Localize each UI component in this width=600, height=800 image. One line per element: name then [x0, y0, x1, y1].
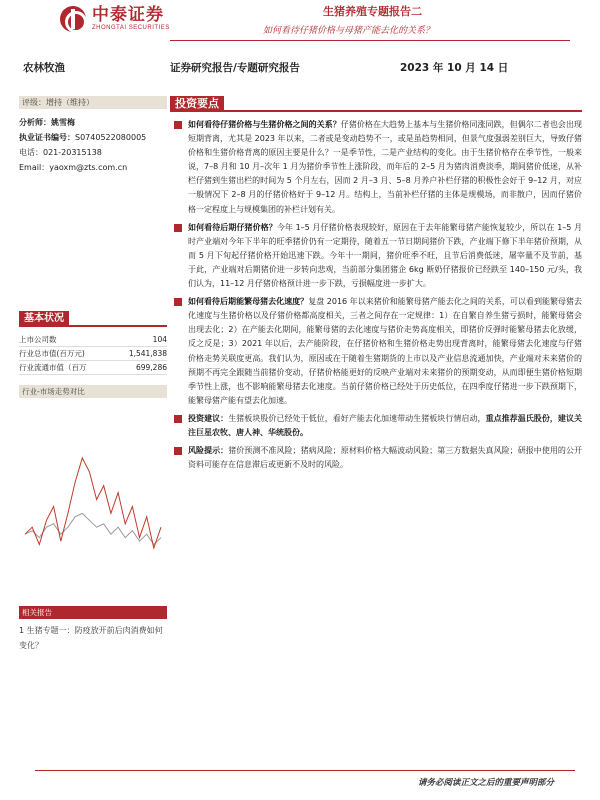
- stat-label: 行业总市值(百万元): [19, 349, 85, 358]
- related-reports-heading: 相关报告: [19, 606, 167, 619]
- paragraph-lead: 投资建议：: [188, 413, 229, 423]
- stat-label: 上市公司数: [19, 335, 57, 344]
- logo-emblem-icon: [60, 6, 86, 32]
- bullet-square-icon: [174, 447, 182, 455]
- trend-chart-svg: [19, 398, 167, 598]
- trend-series-line: [25, 513, 161, 544]
- stat-value: 104: [152, 335, 167, 344]
- heading-rule: [170, 110, 582, 112]
- bullet-square-icon: [174, 224, 182, 232]
- highlight-paragraph: [170, 118, 582, 217]
- header-divider: [170, 40, 570, 41]
- email-link[interactable]: yaoxm@zts.com.cn: [49, 163, 128, 172]
- report-date: 2023 年 10 月 14 日: [400, 62, 509, 74]
- stat-label: 行业流通市值（百万: [19, 363, 87, 372]
- paragraph-body: 猪价预测不准风险；猪病风险；原材料价格大幅波动风险；第三方数据失真风险；研报中使用的公开资料可能存在信息滞后或更新不及时的风险。: [188, 446, 583, 470]
- bullet-square-icon: [174, 298, 182, 306]
- company-logo: [60, 6, 170, 32]
- stat-row: [19, 333, 167, 347]
- phone-value: 021-20315138: [43, 148, 102, 157]
- chart-heading: 行业-市场走势对比: [19, 385, 167, 398]
- paragraph-body: 仔猪价格在大趋势上基本与生猪价格同涨同跌，但偶尔二者也会出现短期背离，尤其是 2023 年以来，二者或是变动趋势不一，或是虽趋势相同，但景气度强弱差别巨大，导致仔猪价格和生猪价格背离的原因主要是什么？一是季节性，二是产业结构的变化。由于生猪价格存在季节性，一般来说，7–8 月和 10 月–次年 1 月为猪价季节性上涨阶段，而年后的 2–5 月为猪肉消费淡季，期间猪价低迷，从补栏仔猪到生猪出栏的时间为 5 个月左右，因而 2 月–3 月、5–8 月养户补栏仔猪的积极性会好于 9–12 月，对应一般情况下 2–8 月的仔猪价格好于 9–12 月。结构上，当前补栏仔猪的主体是规模场，而非散户，因而仔猪价格一定程度上与规模集团的补栏计划有关。: [188, 120, 583, 214]
- stat-value: 1,541,838: [128, 349, 167, 358]
- stat-row: [19, 361, 167, 375]
- stat-value: 699,286: [135, 363, 167, 372]
- paragraph-lead: 如何看待后期能繁母猪去化速度？: [188, 297, 309, 307]
- cert-label: 执业证书编号：: [19, 133, 75, 142]
- investment-highlights-title: 投资要点: [170, 96, 224, 112]
- cert-row: [19, 130, 167, 145]
- analyst-name: 姚雪梅: [51, 118, 75, 127]
- phone-row: [19, 145, 167, 160]
- basic-info-heading: [19, 311, 167, 327]
- email-label: Email：: [19, 163, 50, 172]
- report-series-title: 生猪养殖专题报告二: [323, 5, 422, 18]
- report-subtitle: 如何看待仔猪价格与母猪产能去化的关系？: [263, 26, 435, 36]
- industry-category: 农林牧渔: [23, 62, 65, 74]
- sidebar: [19, 96, 167, 653]
- highlight-paragraph: [170, 221, 582, 291]
- main-content: [170, 96, 582, 472]
- highlight-paragraph: [170, 295, 582, 408]
- logo-name-en: ZHONGTAI SECURITIES: [92, 25, 170, 31]
- bullet-square-icon: [174, 415, 182, 423]
- analyst-label: 分析师：: [19, 118, 51, 127]
- analyst-row: [19, 115, 167, 130]
- footer-divider: [35, 770, 575, 771]
- stat-row: [19, 347, 167, 361]
- paragraph-body: 复盘 2016 年以来猪价和能繁母猪产能去化之间的关系，可以看到能繁母猪去化速度与生猪价格以及仔猪价格都高度相关，三者之间存在一定规律：1）在自繁自养生猪亏损时，能繁母猪会出现去化；2）在产能去化期间，能繁母猪的去化速度与猪价走势高度相关，即猪价反弹时能繁母猪去化放缓，反之反是；3）2021 年以后，去产能阶段，在仔猪价格和生猪价格走势出现背离时，能繁母猪去化速度与仔猪价格走势关联度更高。我们认为，原因或在于随着生猪期货的上市以及产业信息流通加快，产业端对未来猪价的预期不再完全跟随当前猪价变动，仔猪价格能更好的反映产业端对未来猪价的预期变动，从而即便生猪价格短期季节性上涨，也不影响能繁母猪去化速度。当前仔猪价格已经处于历史低位，在四季度仔猪进一步下跌预期下，能繁母猪产能有望去化加速。: [188, 297, 583, 405]
- logo-text: [92, 6, 170, 32]
- industry-market-chart: [19, 398, 167, 598]
- basic-info-title: 基本状况: [19, 311, 69, 327]
- paragraph-emphasis: 重点推荐温氏股份，建议关注巨星农牧、唐人神、华统股份。: [188, 413, 583, 437]
- logo-name-cn: 中泰证券: [92, 5, 164, 25]
- trend-series-line: [25, 458, 161, 548]
- paragraph-body: 今年 1–5 月仔猪价格表现较好，原因在于去年能繁母猪产能恢复较少，所以在 1–5 月时产业端对今年下半年的旺季猪价仍有一定期待，随着五一节日期间猪价下跌，产业端下修下半年猪价预期，从而 5 月下旬起仔猪价格开始迅速下跌。今年十一期间，猪价旺季不旺，且节后消费低迷，屠宰量不及节前，基于此，产业端对后期猪价进一步转向悲观，当前部分集团猪企 6kg 断奶仔猪报价已经跌至 140–150 元/头，我们认为，11–12 月仔猪价格预计进一步下跌，亏损幅度进一步扩大。: [188, 222, 582, 289]
- paragraph-body: 生猪板块股价已经处于低位，看好产能去化加速带动生猪板块行情启动，: [228, 413, 486, 423]
- basic-info-table: [19, 333, 167, 375]
- related-report-link[interactable]: 1 生猪专题一：防疫放开前后肉消费如何变化？: [19, 626, 163, 650]
- phone-label: 电话：: [19, 148, 43, 157]
- analyst-info: [19, 115, 167, 175]
- highlight-paragraph: [170, 412, 582, 440]
- footer-notice: 请务必阅读正文之后的重要声明部分: [418, 778, 555, 788]
- paragraph-lead: 如何看待仔猪价格与生猪价格之间的关系？: [188, 120, 341, 129]
- report-type: 证券研究报告/专题研究报告: [170, 62, 300, 74]
- rating-badge: 评级：增持（维持）: [19, 96, 167, 109]
- cert-value: S0740522080005: [75, 133, 147, 142]
- heading-rule: [19, 325, 167, 327]
- bullet-square-icon: [174, 121, 182, 129]
- paragraph-lead: 风险提示：: [188, 446, 229, 456]
- investment-highlights-heading: [170, 96, 582, 112]
- highlight-paragraph: [170, 444, 582, 472]
- email-row: [19, 160, 167, 175]
- paragraph-lead: 如何看待后期仔猪价格？: [188, 222, 277, 232]
